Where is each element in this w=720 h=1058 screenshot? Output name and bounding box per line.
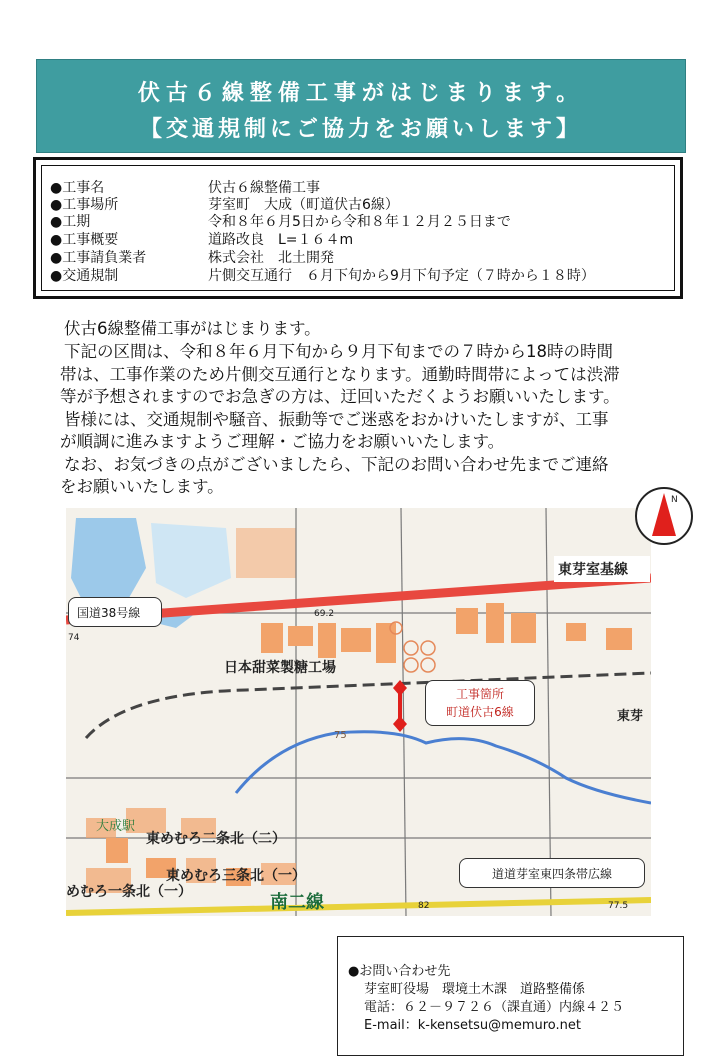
map-number: 74 <box>68 633 80 643</box>
site-map <box>66 508 651 916</box>
body-line: 等が予想されますのでお急ぎの方は、迂回いただくようお願いいたします。 <box>60 387 620 406</box>
contour-label: 75 <box>334 730 347 741</box>
doro-callout <box>459 858 645 888</box>
map-number: 82 <box>418 901 430 911</box>
body-line: をお願いいたします。 <box>60 477 224 496</box>
road-label: 南二線 <box>270 892 324 913</box>
banner-subtitle: 【交通規制にご協力をお願いします】 <box>139 117 582 142</box>
info-value: 芽室町 大成（町道伏古6線） <box>208 197 399 213</box>
station-label: 大成駅 <box>96 819 136 834</box>
project-info-inner <box>41 165 675 291</box>
area-label: 東芽 <box>617 709 644 724</box>
contact-email[interactable]: E-mail：k-kensetsu@memuro.net <box>364 1018 581 1033</box>
body-line: 皆様には、交通規制や騒音、振動等でご迷惑をおかけいたしますが、工事 <box>64 410 609 429</box>
info-label: ●工事名 <box>50 180 105 196</box>
map-number: 69.2 <box>314 609 335 619</box>
contact-title: ●お問い合わせ先 <box>348 964 451 979</box>
info-label: ●交通規制 <box>50 268 119 284</box>
body-line: なお、お気づきの点がございましたら、下記のお問い合わせ先までご連絡 <box>64 455 609 474</box>
building-block <box>236 528 296 578</box>
info-value: 片側交互通行 ６月下旬から9月下旬予定（７時から１８時） <box>208 268 595 284</box>
district-label: めむろ一条北（一） <box>66 884 192 900</box>
info-label: ●工事概要 <box>50 232 119 248</box>
site-label-1: 工事箇所 <box>455 687 504 701</box>
route38-callout <box>68 597 162 627</box>
contact-dept: 芽室町役場 環境土木課 道路整備係 <box>364 982 586 997</box>
title-banner <box>36 59 686 153</box>
site-label-2: 町道伏古6線 <box>446 705 514 719</box>
district-label: 東めむろ二条北（二） <box>146 831 286 847</box>
district-label: 東めむろ三条北（一） <box>166 868 306 884</box>
info-value: 伏古６線整備工事 <box>208 180 320 196</box>
info-label: ●工事請負業者 <box>50 250 147 266</box>
kisen-label: 東芽室基線 <box>558 562 628 578</box>
project-info-box <box>33 157 683 299</box>
contact-box <box>337 936 684 1056</box>
site-callout <box>425 680 535 726</box>
banner-title: 伏古６線整備工事がはじまります。 <box>137 81 585 106</box>
info-label: ●工事場所 <box>50 197 119 213</box>
info-value: 令和８年６月5日から令和８年１２月２５日まで <box>208 214 511 230</box>
contact-tel: 電話：６２－９７２６（課直通）内線４２５ <box>364 1000 625 1015</box>
map-number: 77.5 <box>608 901 629 911</box>
info-label: ●工期 <box>50 214 91 230</box>
body-line: が順調に進みますようご理解・ご協力をお願いいたします。 <box>60 432 505 451</box>
info-value: 株式会社 北土開発 <box>208 250 334 266</box>
factory-label: 日本甜菜製糖工場 <box>224 660 336 676</box>
doro-label: 道道芽室東四条帯広線 <box>491 867 612 881</box>
route38-label: 国道38号線 <box>77 606 141 620</box>
north-compass <box>634 486 694 546</box>
info-value: 道路改良 L=１６４m <box>208 232 354 248</box>
body-line: 伏古6線整備工事がはじまります。 <box>64 319 321 338</box>
body-line: 帯は、工事作業のため片側交互通行となります。通勤時間帯によっては渋滞 <box>60 365 620 384</box>
body-line: 下記の区間は、令和８年６月下旬から９月下旬までの７時から18時の時間 <box>64 342 613 361</box>
compass-n: N <box>671 495 678 505</box>
